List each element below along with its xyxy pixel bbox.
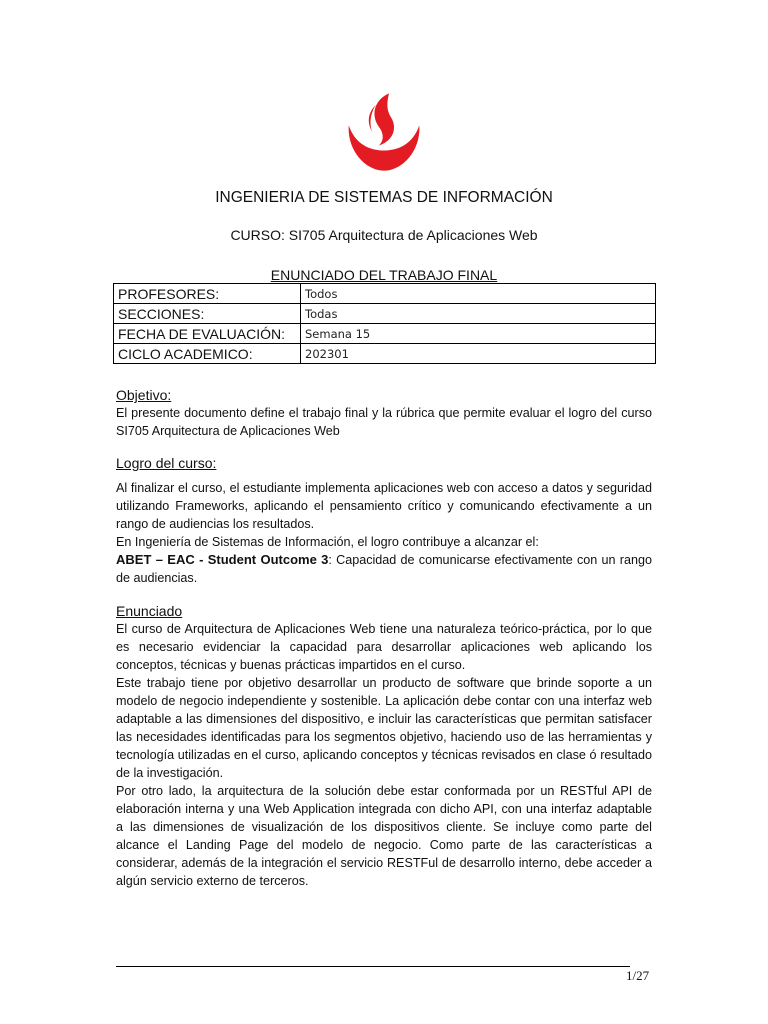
logro-heading: Logro del curso: bbox=[116, 455, 217, 471]
enunciado-paragraph-1: El curso de Arquitectura de Aplicaciones Web tiene una naturaleza teórico-práctica, por lo que es necesario evidenciar la capacidad para desarrollar aplicaciones web aplicando los conceptos, técnicas y buenas prácticas impartidos en el curso. bbox=[116, 622, 652, 672]
objetivo-heading: Objetivo: bbox=[116, 387, 172, 403]
table-row bbox=[114, 344, 656, 364]
label-evaluation-date: FECHA DE EVALUACIÓN: bbox=[114, 324, 301, 344]
logro-section bbox=[116, 454, 652, 587]
enunciado-section bbox=[116, 602, 652, 890]
university-logo-icon bbox=[342, 90, 426, 174]
table-row bbox=[114, 284, 656, 304]
course-line: CURSO: SI705 Arquitectura de Aplicaciones Web bbox=[230, 227, 538, 243]
objetivo-section bbox=[116, 386, 652, 440]
document-title: ENUNCIADO DEL TRABAJO FINAL bbox=[270, 267, 498, 283]
value-professors: Todos bbox=[301, 284, 656, 304]
footer-divider bbox=[116, 966, 630, 967]
table-row bbox=[114, 304, 656, 324]
label-professors: PROFESORES: bbox=[114, 284, 301, 304]
abet-paragraph bbox=[116, 551, 652, 587]
value-evaluation-date: Semana 15 bbox=[301, 324, 656, 344]
table-row bbox=[114, 324, 656, 344]
abet-label: ABET – EAC - Student Outcome 3 bbox=[116, 552, 329, 567]
logro-paragraph-2: En Ingeniería de Sistemas de Información, el logro contribuye a alcanzar el: bbox=[116, 535, 539, 549]
enunciado-paragraph-2: Este trabajo tiene por objetivo desarrollar un producto de software que brinde soporte a un modelo de negocio independiente y sostenible. La aplicación debe contar con una interfaz web adaptable a las dimensiones del dispositivo, e incluir las características que permitan satisfacer las necesidades identificadas para los segmentos objetivo, haciendo uso de las herramientas y tecnología utilizadas en el curso, aplicando conceptos y técnicas revisados en clase ó resultado de la investigación. bbox=[116, 676, 652, 780]
label-sections: SECCIONES: bbox=[114, 304, 301, 324]
label-academic-cycle: CICLO ACADEMICO: bbox=[114, 344, 301, 364]
objetivo-text: El presente documento define el trabajo final y la rúbrica que permite evaluar el logro del curso SI705 Arquitectura de Aplicaciones Web bbox=[116, 406, 652, 438]
enunciado-paragraph-3: Por otro lado, la arquitectura de la solución debe estar conformada por un RESTful API de elaboración interna y una Web Application integrada con dicho API, con una interfaz adaptable a las dimensiones de visualización de los dispositivos cliente. Se incluye como parte del alcance el Landing Page del modelo de negocio. Como parte de las características a considerar, además de la integración el servicio RESTFul de desarrollo interno, debe acceder a algún servicio externo de terceros. bbox=[116, 784, 652, 888]
value-academic-cycle: 202301 bbox=[301, 344, 656, 364]
value-sections: Todas bbox=[301, 304, 656, 324]
logro-paragraph-1: Al finalizar el curso, el estudiante implementa aplicaciones web con acceso a datos y seguridad utilizando Frameworks, aplicando el pensamiento crítico y comunicando efectivamente a un rango de audiencias los resultados. bbox=[116, 481, 652, 531]
enunciado-heading: Enunciado bbox=[116, 603, 183, 619]
program-title: INGENIERIA DE SISTEMAS DE INFORMACIÓN bbox=[215, 189, 553, 206]
page-number: 1/27 bbox=[626, 968, 650, 983]
abet-text: : Capacidad de comunicarse efectivamente con un rango de audiencias. bbox=[116, 553, 652, 585]
info-table bbox=[113, 283, 656, 364]
